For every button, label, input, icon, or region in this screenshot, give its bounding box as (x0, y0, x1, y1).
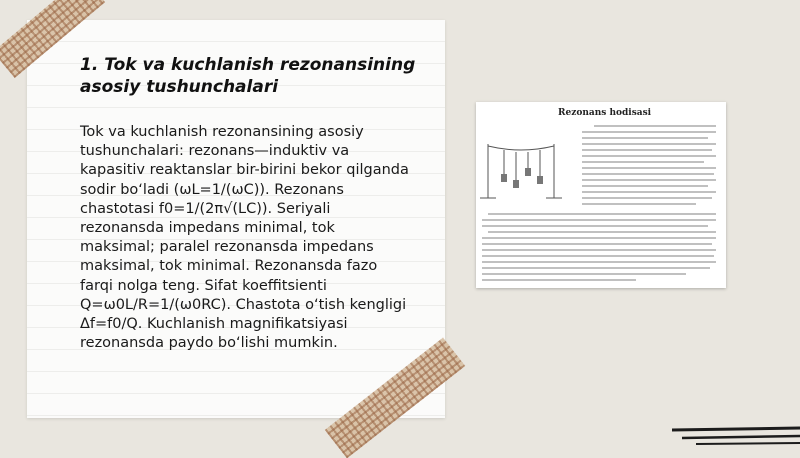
textbook-scan-content (476, 102, 726, 288)
textbook-heading: Rezonans hodisasi (558, 108, 652, 118)
decorative-lines (672, 424, 800, 446)
textbook-page-image (476, 102, 726, 288)
slide-title: 1. Tok va kuchlanish rezonansining asosiy tushunchalari (80, 55, 416, 97)
slide-body-text: Tok va kuchlanish rezonansining asosiy tushunchalari: rezonans—induktiv va kapasitiv reaktanslar bir-birini bekor qilganda sodir bo‘ladi (ωL=1/(ωC)). Rezonans chastotasi f0=1/(2π√(LC)). Seriyali rezonansda impedans minimal, tok maksimal; paralel rezonansda impedans maksimal, tok minimal. Rezonansda fazo farqi nolga teng. Sifat koeffitsienti Q=ω0L/R=1/(ω0RC). Chastota o‘tish kengligi Δf=f0/Q. Kuchlanish magnifikatsiyasi rezonansda paydo bo‘lishi mumkin. (80, 124, 409, 352)
